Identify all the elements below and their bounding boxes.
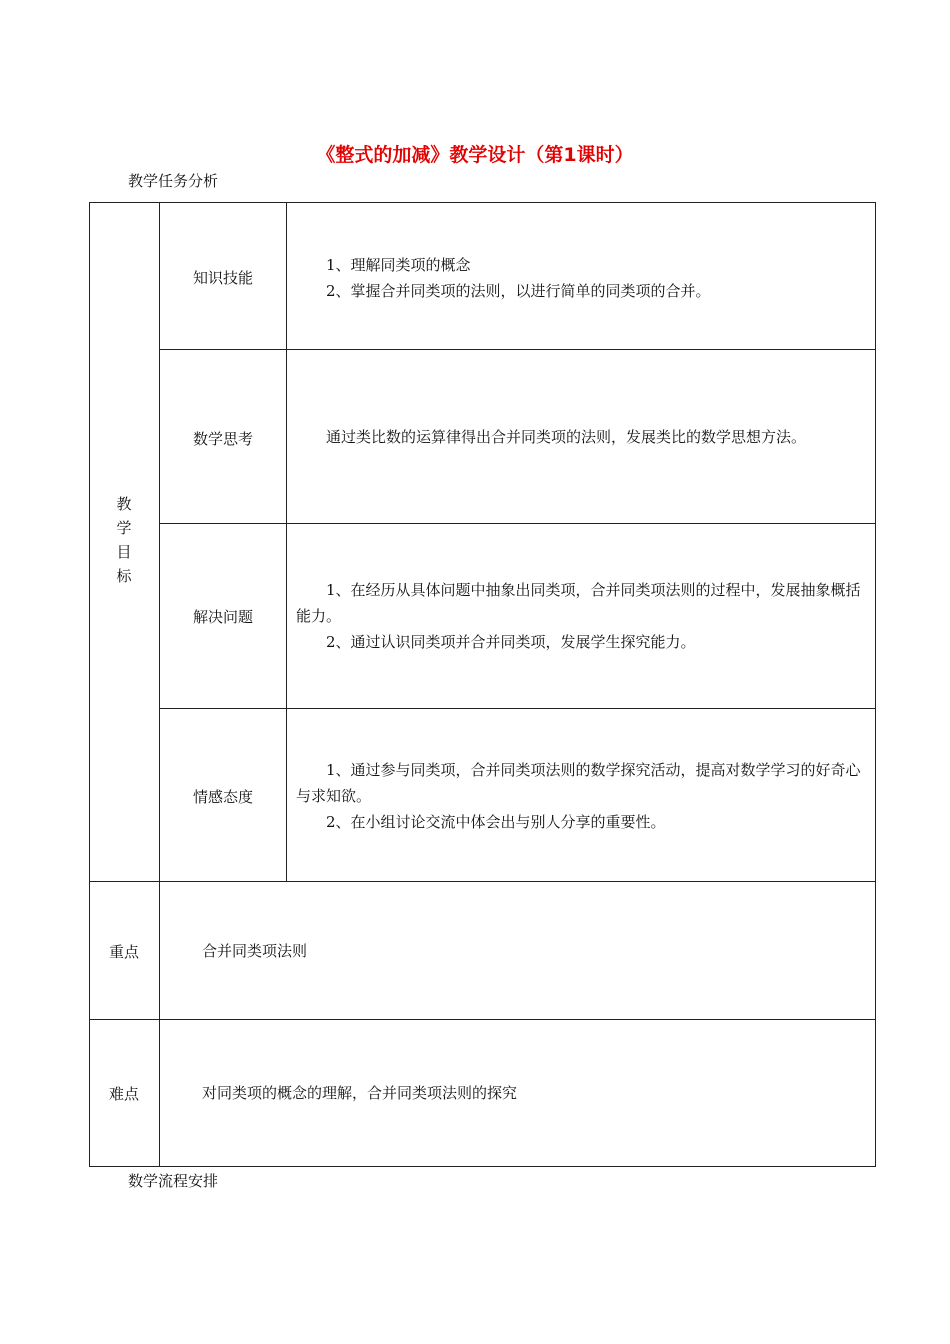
row-divider-2 bbox=[159, 523, 876, 524]
goal-label-problem-solving: 解决问题 bbox=[192, 608, 253, 626]
goal-content-thinking bbox=[296, 424, 868, 450]
goal-paragraph: 2、在小组讨论交流中体会出与别人分享的重要性。 bbox=[326, 813, 666, 831]
goals-vertical-label bbox=[114, 492, 134, 588]
key-point-label: 重点 bbox=[108, 943, 139, 961]
row-divider-1 bbox=[159, 349, 876, 350]
goal-content-knowledge bbox=[296, 252, 868, 304]
table-border-bottom bbox=[89, 1166, 876, 1167]
difficulty-label: 难点 bbox=[108, 1085, 139, 1103]
goal-paragraph: 1、在经历从具体问题中抽象出同类项，合并同类项法则的过程中，发展抽象概括能力。 bbox=[296, 581, 861, 625]
column-divider-2 bbox=[286, 202, 287, 881]
goals-label-char: 学 bbox=[116, 519, 132, 537]
table-border-right bbox=[875, 202, 876, 1167]
goals-label-char: 目 bbox=[116, 543, 132, 561]
goal-label-knowledge: 知识技能 bbox=[192, 269, 253, 287]
flow-heading: 数学流程安排 bbox=[128, 1172, 219, 1190]
row-divider-4 bbox=[89, 881, 876, 882]
row-divider-3 bbox=[159, 708, 876, 709]
table-border-left bbox=[89, 202, 90, 1167]
goal-paragraph: 1、通过参与同类项，合并同类项法则的数学探究活动，提高对数学学习的好奇心与求知欲。 bbox=[296, 761, 861, 805]
goal-paragraph: 1、理解同类项的概念 bbox=[326, 256, 471, 274]
task-analysis-heading: 教学任务分析 bbox=[128, 172, 219, 190]
difficulty-text: 对同类项的概念的理解，合并同类项法则的探究 bbox=[202, 1084, 518, 1102]
goal-label-attitude: 情感态度 bbox=[192, 788, 253, 806]
table-border-top bbox=[89, 202, 876, 203]
goal-paragraph: 2、掌握合并同类项的法则，以进行简单的同类项的合并。 bbox=[326, 282, 711, 300]
document-title: 《整式的加减》教学设计（第1课时） bbox=[316, 144, 634, 166]
goal-content-problem-solving bbox=[296, 577, 868, 655]
goals-label-char: 标 bbox=[116, 567, 132, 585]
goal-label-thinking: 数学思考 bbox=[192, 430, 253, 448]
lesson-goals-table bbox=[89, 202, 876, 1167]
goals-label-char: 教 bbox=[116, 495, 132, 513]
goal-content-attitude bbox=[296, 757, 868, 835]
goal-paragraph: 2、通过认识同类项并合并同类项，发展学生探究能力。 bbox=[326, 633, 696, 651]
row-divider-5 bbox=[89, 1019, 876, 1020]
column-divider-1 bbox=[159, 202, 160, 1167]
key-point-text: 合并同类项法则 bbox=[202, 942, 308, 960]
goal-paragraph: 通过类比数的运算律得出合并同类项的法则，发展类比的数学思想方法。 bbox=[326, 428, 807, 446]
